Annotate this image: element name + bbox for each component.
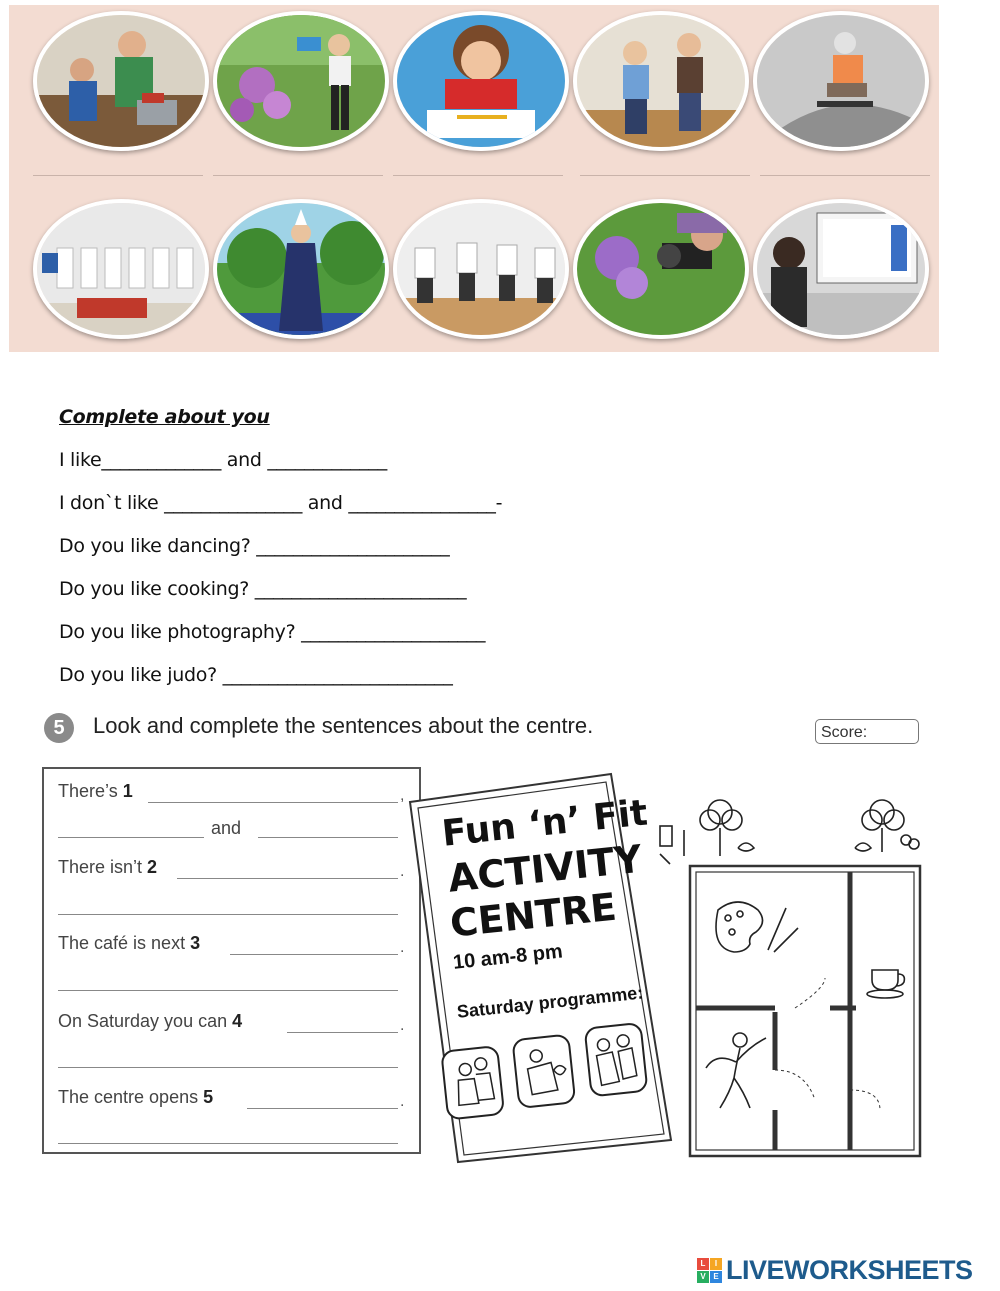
sentence-2: There isn’t 2 bbox=[58, 857, 158, 877]
acting-photo-icon bbox=[213, 199, 389, 339]
poster-line-1: Fun ‘n’ Fit bbox=[440, 792, 650, 855]
liveworksheets-logo bbox=[697, 1255, 973, 1285]
sentence-line[interactable]: Do you like judo? _________________________ bbox=[59, 664, 453, 686]
sentence-5: The centre opens 5 bbox=[58, 1087, 214, 1107]
exercise-number: 5 bbox=[44, 713, 74, 743]
photography-photo-icon bbox=[573, 199, 749, 339]
sentence-line[interactable]: Do you like photography? ____________________ bbox=[59, 621, 486, 643]
poster-line-2: ACTIVITY bbox=[446, 836, 644, 901]
answer-line[interactable] bbox=[58, 1067, 398, 1068]
answer-line[interactable] bbox=[58, 837, 204, 838]
exercise-figure-icon bbox=[706, 1033, 766, 1108]
sentence-line[interactable]: Do you like cooking? _______________________ bbox=[59, 578, 467, 600]
exercise-title: Look and complete the sentences about the centre. bbox=[93, 713, 594, 738]
palette-icon bbox=[716, 902, 798, 952]
answer-line[interactable] bbox=[580, 175, 750, 176]
dancing-photo-icon bbox=[573, 11, 749, 151]
answer-line[interactable] bbox=[230, 954, 398, 955]
activity-centre-poster bbox=[408, 772, 673, 1164]
gardening-photo-icon bbox=[213, 11, 389, 151]
sentences-box: There’s 1 , and There isn’t 2 . The café is next 3 . On Saturday you can 4 . The centre opens 5 . bbox=[42, 767, 421, 1154]
answer-line[interactable] bbox=[213, 175, 383, 176]
answer-line[interactable] bbox=[148, 802, 398, 803]
poster-line-3: CENTRE bbox=[448, 884, 619, 946]
logo-text: LIVEWORKSHEETS bbox=[726, 1254, 973, 1285]
answer-line[interactable] bbox=[58, 1143, 398, 1144]
sentence-line[interactable]: I like_____________ and _____________ bbox=[59, 449, 387, 471]
answer-line[interactable] bbox=[287, 1032, 398, 1033]
drawing-photo-icon bbox=[393, 11, 569, 151]
cooking-photo-icon bbox=[33, 11, 209, 151]
section-title: Complete about you bbox=[59, 406, 270, 428]
answer-line[interactable] bbox=[33, 175, 203, 176]
sentence-line[interactable]: Do you like dancing? _____________________ bbox=[59, 535, 450, 557]
floor-plan bbox=[640, 790, 930, 1160]
cup-icon bbox=[867, 970, 904, 998]
answer-line[interactable] bbox=[177, 878, 398, 879]
answer-line[interactable] bbox=[58, 990, 398, 991]
sentence-3: The café is next 3 bbox=[58, 933, 201, 953]
answer-line[interactable] bbox=[58, 914, 398, 915]
logo-blocks-icon: L I V E bbox=[697, 1258, 722, 1283]
activity-photos-panel bbox=[9, 5, 939, 352]
sentence-1-and: and bbox=[211, 818, 242, 838]
sentence-1: There’s 1 bbox=[58, 781, 133, 801]
poster-programme: Saturday programme: bbox=[456, 982, 645, 1022]
skateboarding-photo-icon bbox=[753, 11, 929, 151]
poster-hours: 10 am-8 pm bbox=[452, 940, 564, 974]
score-box: Score: bbox=[815, 719, 919, 744]
answer-line[interactable] bbox=[760, 175, 930, 176]
judo-photo-icon bbox=[33, 199, 209, 339]
tree-icon bbox=[660, 800, 919, 864]
answer-line[interactable] bbox=[258, 837, 398, 838]
answer-line[interactable] bbox=[247, 1108, 398, 1109]
answer-line[interactable] bbox=[393, 175, 563, 176]
sentence-line[interactable]: I don`t like _______________ and ________________- bbox=[59, 492, 503, 514]
computer-photo-icon bbox=[753, 199, 929, 339]
sentence-4: On Saturday you can 4 bbox=[58, 1011, 243, 1031]
exercise-photo-icon bbox=[393, 199, 569, 339]
